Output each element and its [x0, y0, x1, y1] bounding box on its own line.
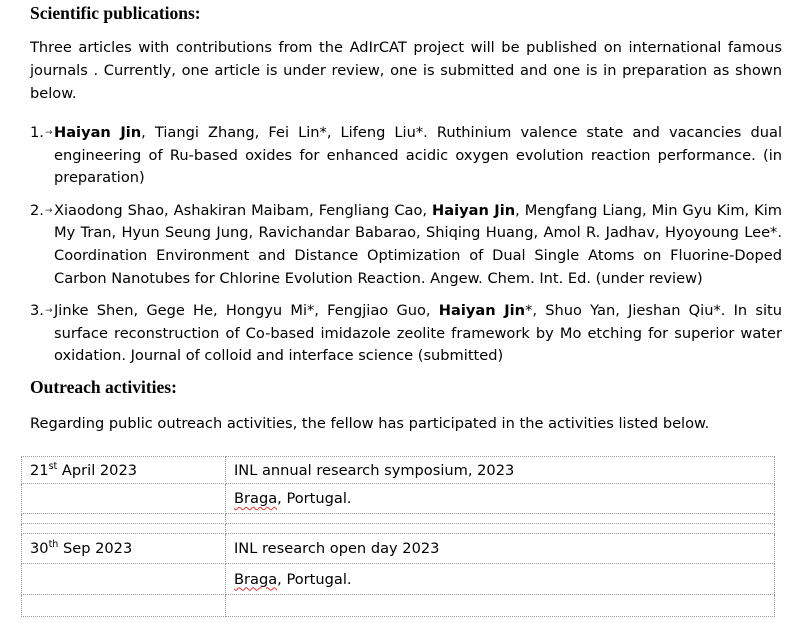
author-before: Jinke Shen, Gege He, Hongyu Mi*, Fengjiao Guo,: [54, 302, 439, 320]
activity-event: INL research open day 2023: [226, 534, 775, 564]
table-row: [22, 514, 775, 524]
citation-text: *, Shuo Yan, Jieshan Qiu*. In situ surface reconstruction of Co-based imidazole zeolite framework by Mo etching for superior water oxidation. Journal of colloid and interface science (submitted): [54, 302, 782, 365]
outreach-intro: Regarding public outreach activities, the fellow has participated in the activities listed below.: [30, 415, 710, 432]
table-row: [22, 457, 775, 484]
table-row: [22, 564, 775, 595]
tab-arrow-icon: →: [44, 205, 53, 216]
table-row: [22, 524, 775, 534]
activities-table: [21, 456, 775, 617]
highlighted-author: Haiyan Jin: [438, 302, 526, 320]
activity-event: INL annual research symposium, 2023: [226, 457, 775, 484]
highlighted-author: Haiyan Jin: [432, 201, 516, 219]
publication-item: [30, 200, 782, 290]
tab-arrow-icon: →: [44, 306, 53, 317]
author-before: Xiaodong Shao, Ashakiran Maibam, Fengliang Cao,: [54, 201, 433, 219]
activity-location: Braga, Portugal.: [226, 484, 775, 514]
highlighted-author: Haiyan Jin: [54, 124, 142, 141]
publication-item: [30, 300, 782, 368]
tab-arrow-icon: →: [44, 128, 53, 138]
citation-text: , Tiangi Zhang, Fei Lin*, Lifeng Liu*. Ruthinium valence state and vacancies dual engineering of Ru-based oxides for enhanced acidic oxygen evolution reaction performance. (in preparation): [54, 124, 782, 187]
activity-date: 21st April 2023: [22, 457, 226, 484]
activity-date: 30th Sep 2023: [22, 534, 226, 564]
publications-heading: Scientific publications:: [30, 3, 201, 23]
item-number: 1.: [30, 124, 44, 141]
table-row: [22, 595, 775, 617]
activity-location: Braga, Portugal.: [226, 564, 775, 595]
item-number: 3.: [30, 302, 44, 320]
table-row: [22, 484, 775, 514]
outreach-heading: Outreach activities:: [30, 377, 177, 397]
table-row: [22, 534, 775, 564]
publications-intro: Three articles with contributions from the AdIrCAT project will be published on international famous journals . Currently, one article is under review, one is submitted and one is in preparation as shown below.: [30, 39, 782, 102]
publication-item: [30, 122, 782, 190]
citation-text: , Mengfang Liang, Min Gyu Kim, Kim My Tran, Hyun Seung Jung, Ravichandar Babarao, Shiqing Huang, Amol R. Jadhav, Hyoyoung Lee*. Coordination Environment and Distance Optimization of Dual Single Atoms on Fluorine-Doped Carbon Nanotubes for Chlorine Evolution Reaction. Angew. Chem. Int. Ed. (under review): [54, 201, 782, 287]
item-number: 2.: [30, 201, 44, 219]
publication-list: [30, 122, 782, 368]
